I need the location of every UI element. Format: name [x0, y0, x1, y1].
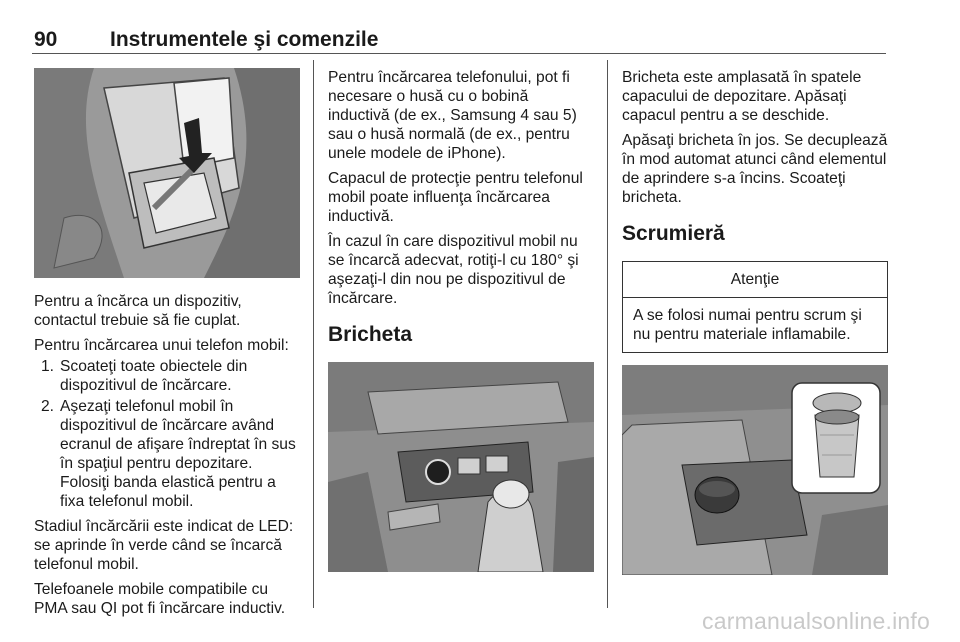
- watermark: carmanualsonline.info: [702, 608, 930, 634]
- paragraph: Capacul de protecţie pentru telefonul mobil poate influenţa încărcarea inductivă.: [328, 170, 583, 225]
- steps-list: [34, 357, 300, 511]
- figure-wireless-charger: [34, 68, 300, 278]
- paragraph: Stadiul încărcării este indicat de LED: se aprinde în verde când se încarcă telefonul mobil.: [34, 518, 294, 573]
- paragraph: În cazul în care dispozitivul mobil nu se încarcă adecvat, rotiţi-l cu 180° şi aşezaţi-l din nou pe dispozitivul de încărcare.: [328, 233, 579, 307]
- list-item: 2. Aşezaţi telefonul mobil în dispozitivul de încărcare având ecranul de afişare îndreptat în sus în spaţiul pentru depozitare. Folosiţi banda elastică pentru a fixa telefonul mobil.: [40, 398, 296, 510]
- column-3: [622, 68, 888, 575]
- list-item: 1. Scoateţi toate obiectele din dispozitivul de încărcare.: [40, 358, 248, 394]
- paragraph: Pentru încărcarea unui telefon mobil:: [34, 337, 289, 354]
- column-divider-1: [313, 60, 314, 608]
- warning-text: A se folosi numai pentru scrum şi nu pentru materiale inflamabile.: [633, 307, 862, 343]
- warning-box: [622, 261, 888, 353]
- paragraph: Telefoanele mobile compatibile cu PMA sau QI pot fi încărcare inductiv.: [34, 581, 286, 617]
- chapter-title: Instrumentele şi comenzile: [110, 28, 379, 51]
- paragraph: Pentru a încărca un dispozitiv, contactul trebuie să fie cuplat.: [34, 293, 242, 329]
- paragraph: Apăsaţi bricheta în jos. Se decuplează în mod automat atunci când elementul de aprindere s-a încins. Scoateţi bricheta.: [622, 132, 888, 206]
- figure-ashtray: [622, 365, 888, 575]
- section-heading-ashtray: Scrumieră: [622, 222, 725, 245]
- warning-title: Atenţie: [623, 262, 887, 298]
- column-2: [328, 68, 594, 572]
- paragraph: Pentru încărcarea telefonului, pot fi necesare o husă cu o bobină inductivă (de ex., Samsung 4 sau 5) sau o husă normală (de ex., pentru unele modele de iPhone).: [328, 69, 577, 162]
- figure-cigarette-lighter: [328, 362, 594, 572]
- page-number: 90: [34, 28, 58, 51]
- column-1: [34, 68, 300, 624]
- column-divider-2: [607, 60, 608, 608]
- section-heading-lighter: Bricheta: [328, 323, 413, 346]
- paragraph: Bricheta este amplasată în spatele capacului de depozitare. Apăsaţi capacul pentru a se deschide.: [622, 69, 862, 124]
- page-header: [32, 28, 886, 54]
